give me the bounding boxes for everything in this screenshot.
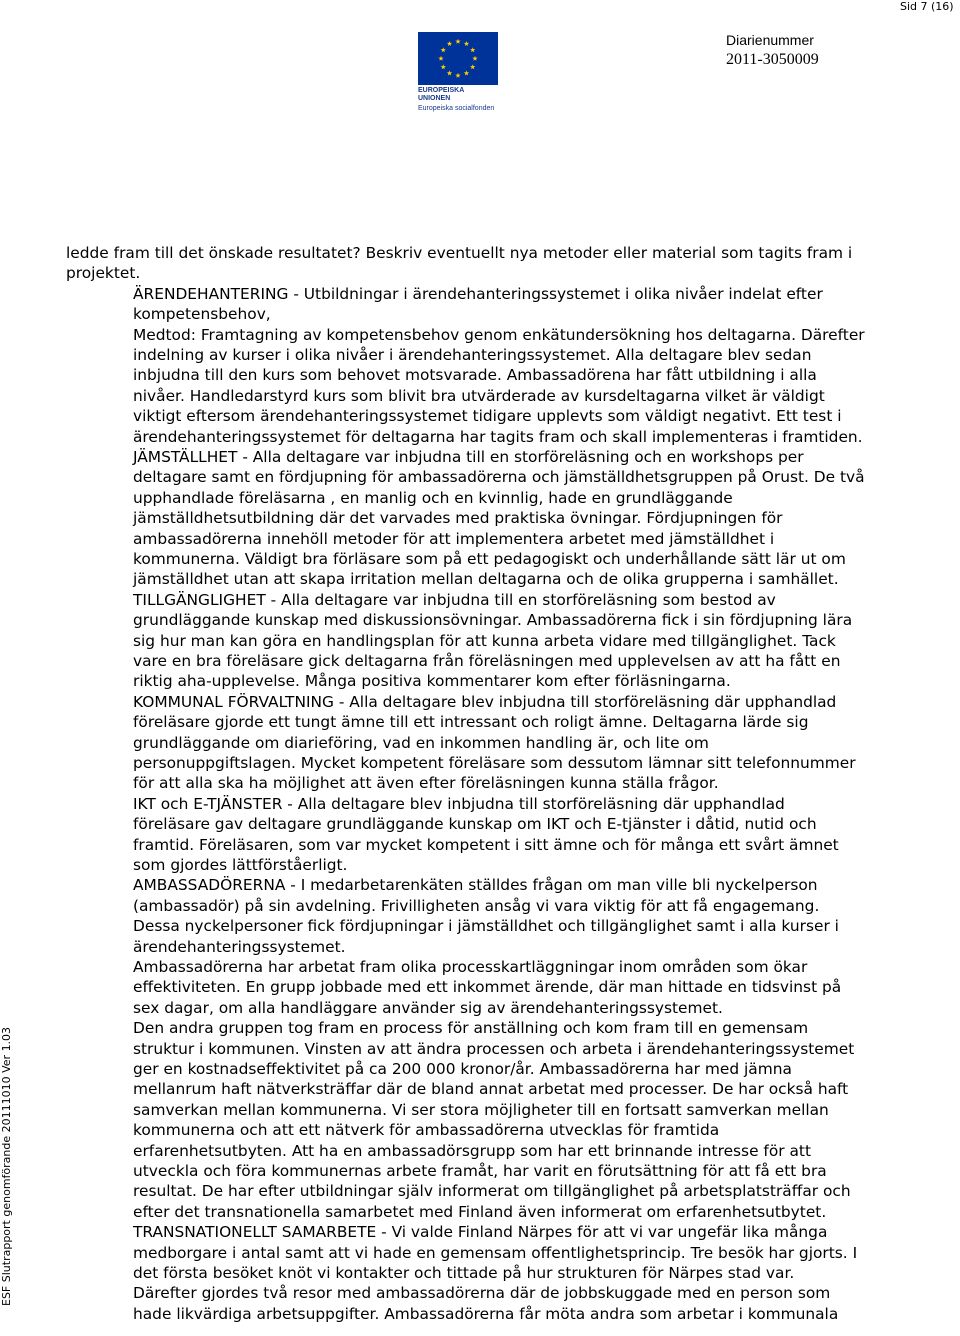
text-line: TILLGÄNGLIGHET - Alla deltagare var inbjudna till en storföreläsning som bestod av [133,590,776,609]
text-line: ärendehanteringssystemet för deltagarna har tagits fram och skall implementeras i framtiden. [133,427,863,446]
text-line: (ambassadör) på sin avdelning. Frivilligheten ansåg vi vara viktig för att få engagemang. [133,896,820,915]
text-line: AMBASSADÖRERNA - I medarbetarenkäten ställdes frågan om man ville bli nyckelperson [133,876,818,895]
text-line: efter det transnationella samarbetet med Finland även informerat om erfarenhetsutbytet. [133,1202,827,1221]
text-line: Dessa nyckelpersoner fick fördjupningar i jämställdhet och tillgänglighet samt i alla kurser i [133,917,839,936]
diarienummer-label: Diarienummer [726,32,814,48]
footer-vertical-text: ESF Slutrapport genomförande 20111010 Ver 1.03 [0,1026,13,1306]
text-line: framtid. Föreläsaren, som var mycket kompetent i sitt ämne och för många ett svårt ämnet [133,835,839,854]
text-line: Därefter gjordes två resor med ambassadörerna där de jobbskuggade med en person som [133,1284,831,1303]
text-line: föreläsare gav deltagare grundläggande kunskap om IKT och E-tjänster i dåtid, nutid och [133,815,817,834]
text-line: Den andra gruppen tog fram en process för anställning och kom fram till en gemensam [133,1019,809,1038]
diarienummer-value: 2011-3050009 [726,51,819,68]
text-line: kommunerna. Väldigt bra förläsare som på ett pedagogiskt och underhållande sätt lär ut om [133,550,846,568]
text-line: utveckla och föra kommunernas arbete framåt, har varit en förutsättning för att få ett bra [133,1162,827,1180]
text-line: Ambassadörerna har arbetat fram olika processkartläggningar inom områden som ökar [133,958,808,976]
text-line: viktigt eftersom ärendehanteringssystemet tidigare upplevts som väldigt negativt. Ett test i [133,407,842,426]
text-line: medborgare i antal samt att vi hade en gemensam offentlighetsprincip. Tre besök har gjorts. I [133,1243,858,1262]
text-line: personuppgiftslagen. Mycket kompetent föreläsare som dessutom lämnar sitt telefonnummer [133,754,856,772]
text-line: vare en bra föreläsare gick deltagarna från föreläsningen med upplevelsen av att ha fått en [133,652,841,670]
text-line: kommunerna och att ett nätverk för ambassadörerna utvecklas för framtida [133,1121,720,1140]
text-line: JÄMSTÄLLHET - Alla deltagare var inbjudna till en storföreläsning och en workshops per [133,448,804,466]
text-line: ambassadörerna innehöll metoder för att implementera arbetet med jämställdhet i [133,529,775,548]
text-line: KOMMUNAL FÖRVALTNING - Alla deltagare blev inbjudna till storföreläsning där upphandlad [133,692,837,711]
text-line: samverkan mellan kommunerna. Vi ser stora möjligheter till en fortsatt samverkan mellan [133,1100,829,1119]
text-line: IKT och E-TJÄNSTER - Alla deltagare blev inbjudna till storföreläsning där upphandlad [133,794,785,813]
text-line: Medtod: Framtagning av kompetensbehov genom enkätundersökning hos deltagarna. Därefter [133,325,865,344]
text-line: jämställdhetsutbildning där det varvades med praktiska övningar. Fördjupningen för [133,509,783,528]
text-line: jämställdhet utan att skapa irritation mellan deltagarna och de olika grupperna i samhället. [133,570,839,589]
text-line: ÄRENDEHANTERING - Utbildningar i ärendehanteringssystemet i olika nivåer indelat efter [133,284,823,303]
text-line: grundläggande om diarieföring, vad en inkommen handling är, och lite om [133,733,709,752]
text-line: upphandlade föreläsarna , en manlig och en kvinnlig, hade en grundläggande [133,488,733,507]
page-number: Sid 7 (16) [900,0,954,13]
text-line: det första besöket knöt vi kontakter och tittade på hur strukturen för Närpes stad var. [133,1264,795,1282]
eu-logo-line1: EUROPEISKA UNIONEN [418,87,465,102]
text-line: sig hur man kan göra en handlingsplan för att kunna arbeta vidare med tillgänglighet. Tack [133,631,836,650]
text-line: inbjudna till den kurs som behovet motsvarade. Ambassadörena har fått utbildning i alla [133,366,817,385]
text-line: struktur i kommunen. Vinsten av att ändra processen och arbeta i ärendehanteringssystemet [133,1039,855,1058]
text-line: föreläsare gjorde ett tungt ämne till ett intressant och roligt ämne. Deltagarna lärde sig [133,713,809,732]
text-line: ärendehanteringssystemet. [133,937,346,956]
text-line: resultat. De har efter utbildningar själv informerat om tillgänglighet på arbetsplatsträffar och [133,1182,851,1201]
text-line: ger en kostnadseffektivitet på ca 200 000 kronor/år. Ambassadörerna har med jämna [133,1060,792,1078]
text-line: erfarenhetsutbyten. Att ha en ambassadörsgrupp som har ett brinnande intresse för att [133,1141,811,1160]
text-line: TRANSNATIONELLT SAMARBETE - Vi valde Finland Närpes för att vi var ungefär lika många [133,1223,828,1242]
text-line: mellanrum haft nätverksträffar där de bland annat arbetat med processer. De har också haft [133,1080,849,1099]
text-line: grundläggande kunskap med diskussionsövningar. Ambassadörerna fick i sin fördjupning lära [133,611,853,630]
text-line: sex dagar, om alla handläggare använder sig av ärendehanteringssystemet. [133,998,723,1017]
text-line: projektet. [66,264,141,283]
text-line: kompetensbehov, [133,305,271,324]
text-line: som gjordes lättförståerligt. [133,856,348,874]
text-line: nivåer. Handledarstyrd kurs som blivit bra utvärderade av kursdeltagarna vilket är väldigt [133,386,825,405]
text-line: indelning av kurser i olika nivåer i ärendehanteringssystemet. Alla deltagare blev sedan [133,346,812,364]
text-line: ledde fram till det önskade resultatet? Beskriv eventuellt nya metoder eller material som tagits fram i [66,244,853,262]
text-line: riktig aha-upplevelse. Många positiva kommentarer kom efter förläsningarna. [133,672,731,691]
eu-logo-line2: Europeiska socialfonden [418,105,495,112]
text-line: för att alla ska ha möjlighet att även efter föreläsningen kunna ställa frågor. [133,774,719,793]
text-line: deltagare samt en fördjupning för ambassadörerna och jämställdhetsgruppen på Orust. De två [133,468,865,487]
text-line: hade likvärdiga arbetsuppgifter. Ambassadörerna får möta andra som arbetar i kommunala [133,1304,839,1323]
text-line: effektiviteten. En grupp jobbade med ett inkommet ärende, där man hittade en tidsvinst på [133,978,842,997]
